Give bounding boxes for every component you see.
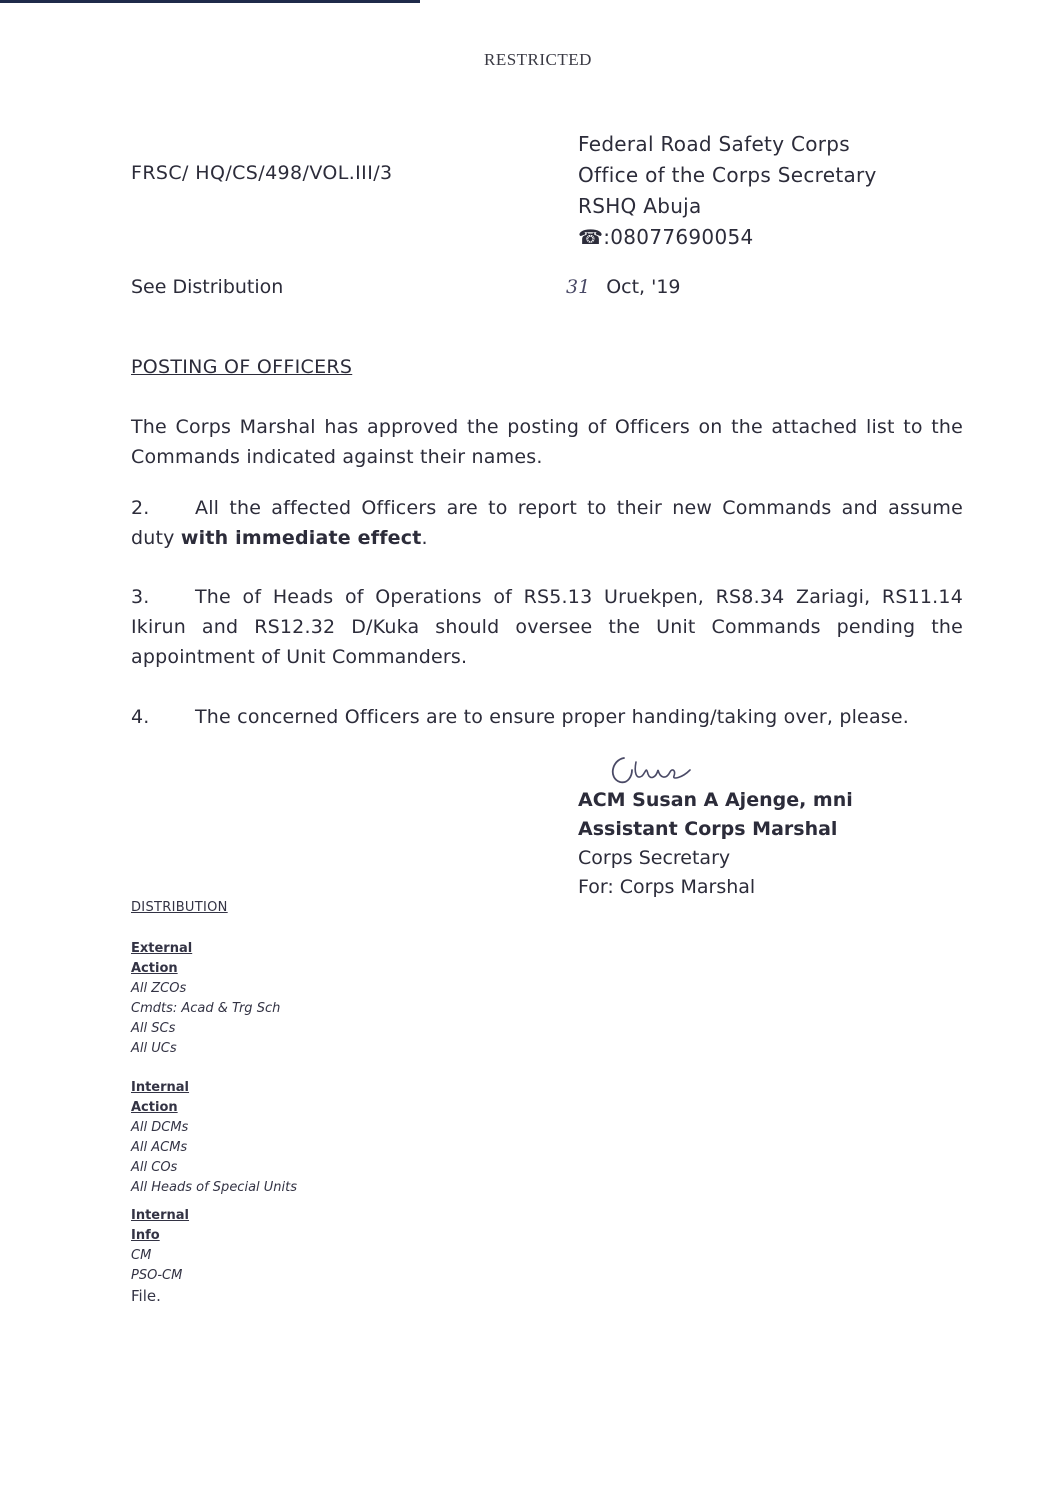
spacer: [131, 1059, 297, 1078]
signatory-name: ACM Susan A Ajenge, mni: [578, 789, 853, 811]
date-day-handwritten: 31: [566, 276, 591, 298]
addressee: See Distribution: [131, 276, 284, 298]
signatory-for: For: Corps Marshal: [578, 876, 756, 898]
internal-info-item: PSO-CM: [131, 1268, 183, 1283]
signatory-title: Corps Secretary: [578, 847, 731, 869]
paragraph-4: [131, 702, 963, 732]
paragraph-4-text: The concerned Officers are to ensure proper handing/taking over, please.: [195, 706, 910, 728]
sender-address: [578, 129, 877, 253]
external-action-item: All SCs: [131, 1021, 176, 1036]
address-line-phone: ☎:08077690054: [578, 225, 754, 249]
address-line-org: Federal Road Safety Corps: [578, 132, 851, 156]
spacer: [131, 1198, 297, 1206]
internal-heading: Internal: [131, 1080, 190, 1095]
file-copy: File.: [131, 1287, 161, 1305]
internal-info-subheading: Info: [131, 1228, 160, 1243]
internal-info-heading: Internal: [131, 1208, 190, 1223]
paragraph-2-end: .: [421, 527, 428, 549]
external-action-item: Cmdts: Acad & Trg Sch: [131, 1001, 281, 1016]
internal-action-item: All DCMs: [131, 1120, 189, 1135]
reference-number: FRSC/ HQ/CS/498/VOL.III/3: [131, 162, 393, 184]
paragraph-3-number: 3.: [131, 586, 150, 608]
paragraph-2-emphasis: with immediate effect: [180, 527, 422, 549]
address-line-office: Office of the Corps Secretary: [578, 163, 877, 187]
internal-action-heading: Action: [131, 1100, 178, 1115]
letter-date: [566, 276, 681, 298]
external-heading: External: [131, 941, 193, 956]
paragraph-1: The Corps Marshal has approved the posting of Officers on the attached list to the Commands indicated against their names.: [131, 416, 963, 468]
distribution-list: [131, 939, 297, 1306]
external-action-heading: Action: [131, 961, 178, 976]
paragraph-3: [131, 582, 963, 672]
paragraph-2-number: 2.: [131, 497, 150, 519]
external-action-item: All UCs: [131, 1041, 177, 1056]
handwritten-signature: [602, 752, 722, 790]
internal-action-item: All Heads of Special Units: [131, 1180, 298, 1195]
paragraph-2: [131, 493, 963, 553]
date-month-year: Oct, '19: [606, 276, 681, 298]
signature-block: [578, 786, 853, 902]
address-line-location: RSHQ Abuja: [578, 194, 702, 218]
paragraph-4-number: 4.: [131, 706, 150, 728]
paragraph-2-text: All the affected Officers are to report to their new Commands and assume duty: [131, 497, 963, 549]
distribution-title: DISTRIBUTION: [131, 900, 228, 915]
subject-heading: POSTING OF OFFICERS: [131, 356, 353, 378]
internal-info-item: CM: [131, 1248, 152, 1263]
classification-marking: RESTRICTED: [484, 50, 592, 69]
internal-action-item: All COs: [131, 1160, 178, 1175]
signatory-rank: Assistant Corps Marshal: [578, 818, 838, 840]
external-action-item: All ZCOs: [131, 981, 187, 996]
paragraph-3-text: The of Heads of Operations of RS5.13 Uruekpen, RS8.34 Zariagi, RS11.14 Ikirun and RS12.32 D/Kuka should oversee the Unit Commands pending the appointment of Unit Commanders.: [131, 586, 963, 668]
internal-action-item: All ACMs: [131, 1140, 188, 1155]
top-scan-rule: [0, 0, 420, 3]
